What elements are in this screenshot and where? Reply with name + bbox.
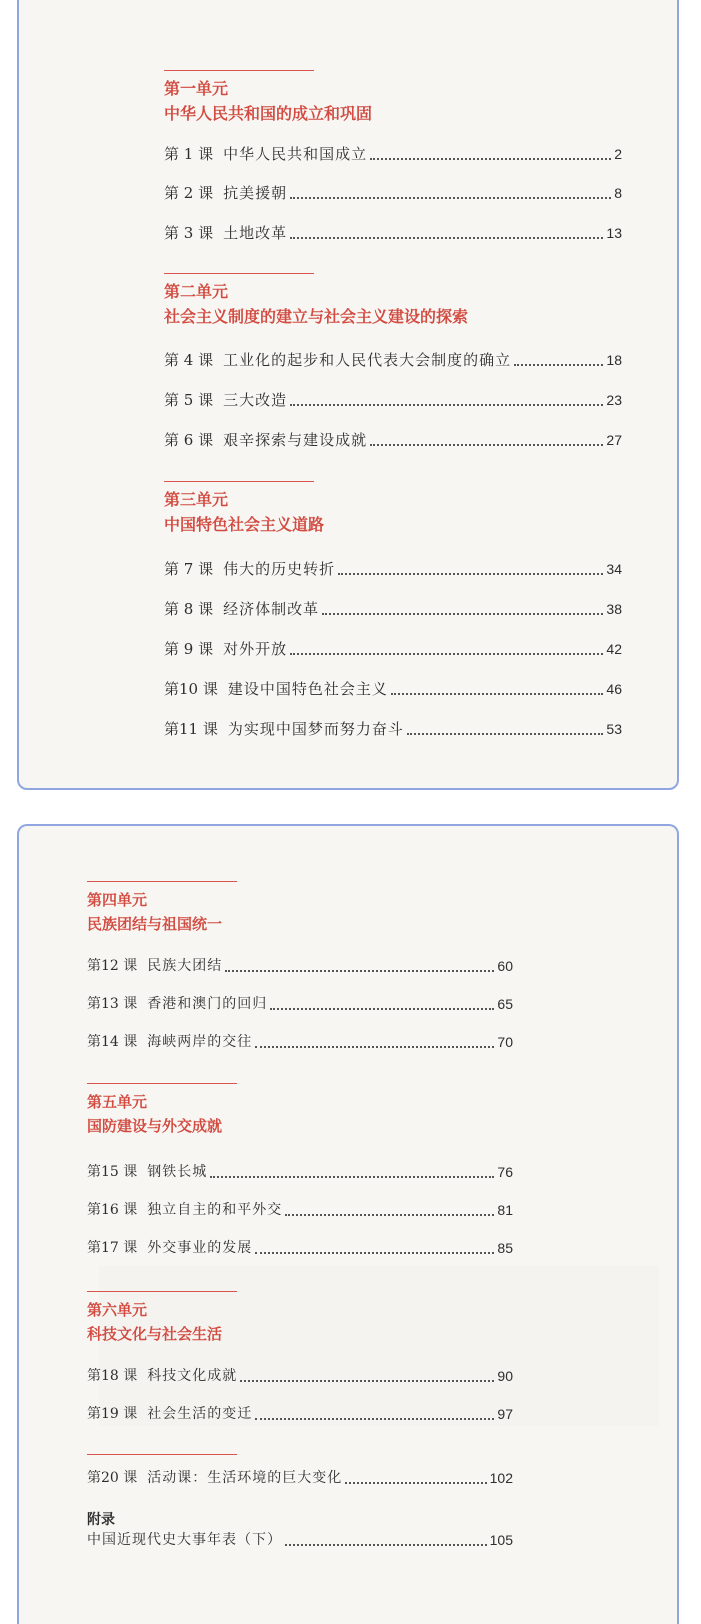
unit-title: 民族团结与祖国统一 (87, 915, 223, 933)
lesson-row[interactable] (87, 1366, 513, 1386)
lesson-number: 第10 课 (164, 680, 218, 698)
appendix-entry[interactable] (87, 1530, 513, 1550)
lesson-number: 第 9 课 (164, 640, 214, 658)
unit-divider (164, 273, 314, 274)
lesson-number: 第 7 课 (164, 560, 214, 578)
lesson-row[interactable] (164, 144, 622, 164)
page-number: 90 (497, 1368, 513, 1384)
page-number: 105 (489, 1532, 513, 1548)
lesson-number: 第 1 课 (164, 145, 214, 163)
lesson-number: 第14 课 (87, 1034, 138, 1050)
leader-dots (290, 237, 603, 239)
leader-dots (370, 158, 611, 160)
unit-number: 第三单元 (164, 490, 229, 509)
unit-number: 第二单元 (164, 282, 229, 301)
lesson-name: 土地改革 (223, 224, 288, 242)
lesson-number: 第15 课 (87, 1164, 138, 1180)
lesson-name: 海峡两岸的交往 (147, 1034, 253, 1050)
unit-number: 第六单元 (87, 1301, 148, 1319)
lesson-number: 第12 课 (87, 958, 138, 974)
unit-number: 第四单元 (87, 891, 148, 909)
lesson-name: 民族大团结 (147, 958, 223, 974)
leader-dots (322, 613, 603, 615)
leader-dots (514, 364, 603, 366)
lesson-number: 第 6 课 (164, 431, 214, 449)
unit-title: 科技文化与社会生活 (87, 1325, 223, 1343)
page-number: 85 (497, 1240, 513, 1256)
leader-dots (255, 1252, 494, 1254)
leader-dots (225, 970, 494, 972)
page-number: 81 (497, 1202, 513, 1218)
unit-number: 第一单元 (164, 79, 229, 98)
page-number: 76 (497, 1164, 513, 1180)
lesson-number: 第17 课 (87, 1240, 138, 1256)
lesson-number: 第 5 课 (164, 391, 214, 409)
lesson-row[interactable] (87, 1032, 513, 1052)
page-number: 102 (489, 1470, 513, 1486)
unit-divider (87, 1083, 237, 1084)
unit-divider (87, 1291, 237, 1292)
lesson-row[interactable] (164, 390, 622, 410)
leader-dots (290, 653, 603, 655)
lesson-row[interactable] (164, 223, 622, 243)
unit-divider (164, 70, 314, 71)
lesson-name: 社会生活的变迁 (147, 1406, 253, 1422)
unit-1-heading (164, 70, 372, 127)
unit-5-heading (87, 1083, 237, 1138)
lesson-row[interactable] (164, 719, 622, 739)
bleed-through-shadow (99, 1266, 659, 1426)
lesson-name: 钢铁长城 (147, 1164, 208, 1180)
page-number: 97 (497, 1406, 513, 1422)
lesson-row[interactable] (87, 1238, 513, 1258)
lesson-row[interactable] (87, 1200, 513, 1220)
unit-4-heading (87, 881, 237, 936)
lesson-number: 第19 课 (87, 1406, 138, 1422)
toc-page-bottom (17, 824, 679, 1624)
lesson-name: 外交事业的发展 (147, 1240, 253, 1256)
lesson-row[interactable] (164, 599, 622, 619)
lesson-number: 第13 课 (87, 996, 138, 1012)
lesson-number: 第18 课 (87, 1368, 138, 1384)
lesson-name: 建设中国特色社会主义 (227, 680, 388, 698)
unit-divider (87, 881, 237, 882)
unit-title: 中国特色社会主义道路 (164, 515, 325, 534)
leader-dots (370, 444, 603, 446)
lesson-number: 第 8 课 (164, 600, 214, 618)
lesson-row[interactable] (164, 559, 622, 579)
leader-dots (338, 573, 603, 575)
lesson-name: 香港和澳门的回归 (147, 996, 268, 1012)
leader-dots (270, 1008, 494, 1010)
unit-number: 第五单元 (87, 1093, 148, 1111)
lesson-row[interactable] (87, 1404, 513, 1424)
lesson-name: 三大改造 (223, 391, 288, 409)
unit-title: 国防建设与外交成就 (87, 1117, 223, 1135)
lesson-number: 第 2 课 (164, 184, 214, 202)
page-number: 2 (614, 146, 622, 162)
leader-dots (407, 733, 604, 735)
lesson-number: 第 4 课 (164, 351, 214, 369)
lesson-name: 工业化的起步和人民代表大会制度的确立 (223, 351, 512, 369)
lesson-name: 经济体制改革 (223, 600, 320, 618)
leader-dots (240, 1380, 494, 1382)
appendix-label: 附录 (87, 1512, 115, 1528)
unit-title: 中华人民共和国的成立和巩固 (164, 104, 373, 123)
lesson-name: 艰辛探索与建设成就 (223, 431, 368, 449)
unit-divider (87, 1454, 237, 1455)
lesson-row[interactable] (164, 350, 622, 370)
lesson-row[interactable] (164, 183, 622, 203)
lesson-number: 第16 课 (87, 1202, 138, 1218)
lesson-row[interactable] (87, 1468, 513, 1488)
lesson-name: 对外开放 (223, 640, 288, 658)
leader-dots (255, 1418, 494, 1420)
lesson-name: 科技文化成就 (147, 1368, 238, 1384)
lesson-name: 伟大的历史转折 (223, 560, 336, 578)
page-number: 13 (606, 225, 622, 241)
unit-2-heading (164, 273, 468, 330)
lesson-name: 活动课：生活环境的巨大变化 (147, 1470, 343, 1486)
lesson-name: 中华人民共和国成立 (223, 145, 368, 163)
leader-dots (285, 1214, 494, 1216)
page-number: 42 (606, 641, 622, 657)
page-number: 18 (606, 352, 622, 368)
page-number: 23 (606, 392, 622, 408)
leader-dots (290, 197, 611, 199)
unit-6-heading (87, 1291, 237, 1346)
lesson-row[interactable] (87, 956, 513, 976)
lesson-number: 第20 课 (87, 1470, 138, 1486)
lesson-row[interactable] (164, 639, 622, 659)
leader-dots (285, 1544, 487, 1546)
page-number: 70 (497, 1034, 513, 1050)
lesson-row[interactable] (87, 1162, 513, 1182)
leader-dots (391, 693, 604, 695)
leader-dots (345, 1482, 486, 1484)
activity-divider-group (87, 1454, 237, 1461)
lesson-row[interactable] (164, 430, 622, 450)
page-number: 53 (606, 721, 622, 737)
toc-page-top (17, 0, 679, 790)
page-number: 27 (606, 432, 622, 448)
lesson-row[interactable] (164, 679, 622, 699)
lesson-name: 抗美援朝 (223, 184, 288, 202)
page-number: 34 (606, 561, 622, 577)
page-number: 8 (614, 185, 622, 201)
leader-dots (210, 1176, 494, 1178)
page-number: 60 (497, 958, 513, 974)
lesson-number: 第11 课 (164, 720, 218, 738)
page-number: 38 (606, 601, 622, 617)
lesson-row[interactable] (87, 994, 513, 1014)
lesson-name: 独立自主的和平外交 (147, 1202, 283, 1218)
appendix-entry-name: 中国近现代史大事年表（下） (87, 1532, 282, 1548)
leader-dots (255, 1046, 494, 1048)
page-number: 65 (497, 996, 513, 1012)
unit-divider (164, 481, 314, 482)
unit-title: 社会主义制度的建立与社会主义建设的探索 (164, 307, 469, 326)
unit-3-heading (164, 481, 324, 538)
lesson-number: 第 3 课 (164, 224, 214, 242)
lesson-name: 为实现中国梦而努力奋斗 (227, 720, 404, 738)
leader-dots (290, 404, 603, 406)
page-number: 46 (606, 681, 622, 697)
